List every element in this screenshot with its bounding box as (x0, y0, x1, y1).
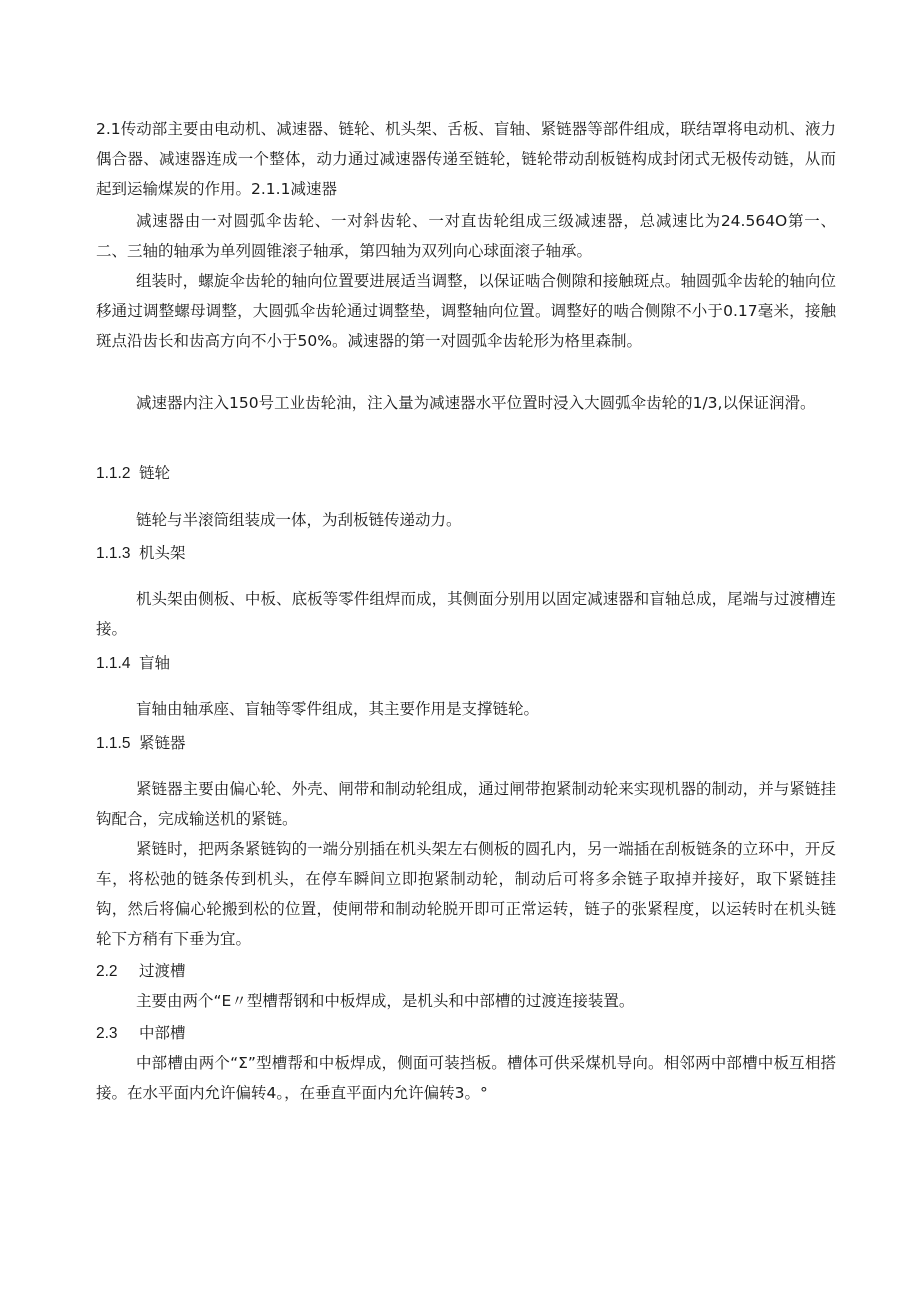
paragraph-blind-shaft: 盲轴由轴承座、盲轴等零件组成，其主要作用是支撑链轮。 (136, 700, 540, 718)
heading-1-1-5 (96, 728, 836, 759)
paragraph-sprocket: 链轮与半滚筒组装成一体，为刮板链传递动力。 (136, 511, 462, 529)
paragraph-tensioning-procedure: 紧链时，把两条紧链钩的一端分别插在机头架左右侧板的圆孔内，另一端插在刮板链条的立环中，开反车，将松弛的链条传到机头，在停车瞬间立即抱紧制动轮，制动后可将多余链子取掉并接好，取下紧链挂钩，然后将偏心轮搬到松的位置，使闸带和制动轮脱开即可正常运转，链子的张紧程度，以运转时在机头链轮下方稍有下垂为宜。 (96, 840, 836, 948)
heading-title: 紧链器 (138, 734, 186, 752)
paragraph-assembly-adjustment: 组装时，螺旋伞齿轮的轴向位置要进展适当调整，以保证啮合侧隙和接触斑点。轴圆弧伞齿轮的轴向位移通过调整螺母调整，大圆弧伞齿轮通过调整垫，调整轴向位置。调整好的啮合侧隙不小于0.17毫米，接触斑点沿齿长和齿高方向不小于50%。减速器的第一对圆弧伞齿轮形为格里森制。 (96, 272, 836, 350)
heading-2-2 (96, 956, 836, 987)
paragraph-transition-trough: 主要由两个“E〃型槽帮钢和中板焊成，是机头和中部槽的过渡连接装置。 (136, 992, 635, 1010)
paragraph-reducer-composition: 减速器由一对圆弧伞齿轮、一对斜齿轮、一对直齿轮组成三级减速器，总减速比为24.564O第一、二、三轴的轴承为单列圆锥滚子轴承，第四轴为双列向心球面滚子轴承。 (96, 212, 836, 260)
heading-number: 1.1.3 (96, 545, 131, 562)
heading-number: 2.2 (96, 963, 118, 980)
heading-number: 1.1.4 (96, 655, 131, 672)
heading-2-3 (96, 1018, 836, 1049)
paragraph-chain-tensioner: 紧链器主要由偏心轮、外壳、闸带和制动轮组成，通过闸带抱紧制动轮来实现机器的制动，并与紧链挂钩配合，完成输送机的紧链。 (96, 780, 836, 828)
heading-number: 2.3 (96, 1025, 118, 1042)
heading-title: 链轮 (138, 464, 170, 482)
paragraph-lubrication: 减速器内注入150号工业齿轮油，注入量为减速器水平位置时浸入大圆弧伞齿轮的1/3,以保证润滑。 (136, 394, 816, 412)
heading-1-1-3 (96, 538, 836, 569)
heading-title: 过渡槽 (138, 962, 186, 980)
paragraph-middle-trough: 中部槽由两个“Σ”型槽帮和中板焊成，侧面可装挡板。槽体可供采煤机导向。相邻两中部槽中板互相搭接。在水平面内允许偏转4。，在垂直平面内允许偏转3。° (96, 1054, 836, 1102)
heading-number: 1.1.2 (96, 465, 131, 482)
heading-1-1-2 (96, 458, 836, 489)
heading-title: 盲轴 (138, 654, 170, 672)
heading-title: 机头架 (138, 544, 186, 562)
heading-title: 中部槽 (138, 1024, 186, 1042)
heading-number: 1.1.5 (96, 735, 131, 752)
heading-1-1-4 (96, 648, 836, 679)
paragraph-transmission-overview: 2.1传动部主要由电动机、减速器、链轮、机头架、舌板、盲轴、紧链器等部件组成，联结罩将电动机、液力偶合器、减速器连成一个整体，动力通过减速器传递至链轮，链轮带动刮板链构成封闭式无极传动链，从而起到运输煤炭的作用。2.1.1减速器 (96, 120, 836, 198)
paragraph-head-frame: 机头架由侧板、中板、底板等零件组焊而成，其侧面分别用以固定减速器和盲轴总成，尾端与过渡槽连接。 (96, 590, 836, 638)
